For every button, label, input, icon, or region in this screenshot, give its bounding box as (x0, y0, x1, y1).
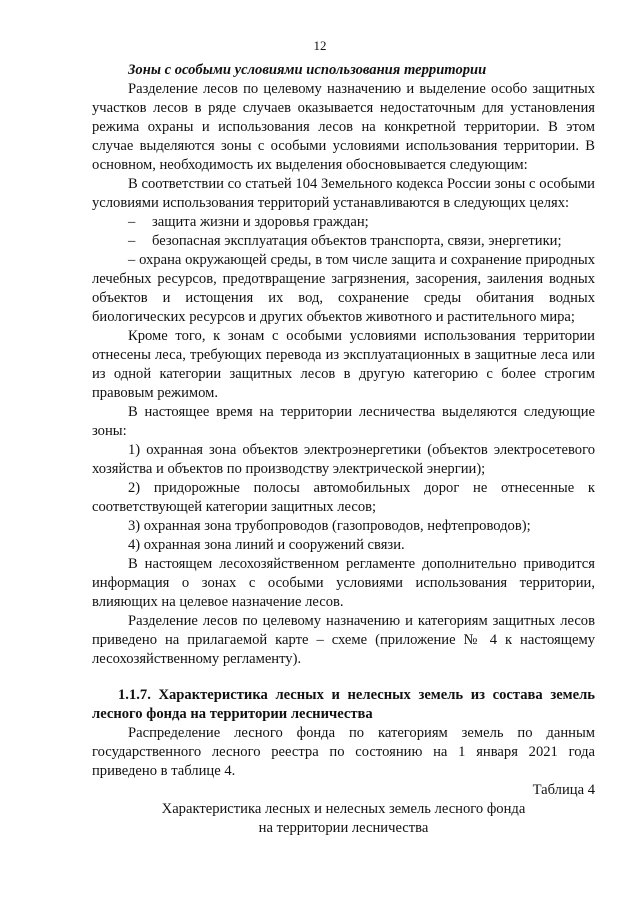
zone-item-3: 3) охранная зона трубопроводов (газопроводов, нефтепроводов); (128, 518, 531, 534)
dash-marker: – (128, 233, 136, 249)
paragraph-7: Распределение лесного фонда по категориям земель по данным государственного лесного реестра по состоянию на 1 января 2021 года приведено в таблице 4. (92, 725, 595, 779)
list-item-text: безопасная эксплуатация объектов транспорта, связи, энергетики; (152, 233, 562, 249)
zone-item-2: 2) придорожные полосы автомобильных дорог не отнесенные к соответствующей категории защитных лесов; (92, 480, 595, 515)
table-label: Таблица 4 (532, 782, 595, 798)
paragraph-5: В настоящем лесохозяйственном регламенте дополнительно приводится информация о зонах с особыми условиями использования территории, влияющих на целевое назначение лесов. (92, 556, 595, 610)
paragraph-4: В настоящее время на территории лесничества выделяются следующие зоны: (92, 404, 595, 439)
list-item-long: – охрана окружающей среды, в том числе защита и сохранение природных лечебных ресурсов, предотвращение загрязнения, засорения, заиления водных объектов и истощения их вод, сохранение среды обитания водных биологических ресурсов и других объектов животного и растительного мира; (92, 252, 595, 325)
table-caption-line-1: Характеристика лесных и нелесных земель лесного фонда (161, 801, 526, 817)
dash-marker: – (128, 214, 136, 230)
paragraph-3: Кроме того, к зонам с особыми условиями использования территории отнесены леса, требующих перевода из эксплуатационных в защитные леса или из одной категории защитных лесов в другую категорию с более строгим правовым режимом. (92, 328, 595, 401)
paragraph-1: Разделение лесов по целевому назначению и выделение особо защитных участков лесов в ряде случаев оказывается недостаточным для установления режима охраны и использования лесов на конкретной территории. В этом случае выделяются зоны с особыми условиями использования территории. В основном, необходимость их выделения обосновывается следующим: (92, 81, 595, 173)
paragraph-6: Разделение лесов по целевому назначению и категориям защитных лесов приведено на прилагаемой карте – схеме (приложение № 4 к настоящему лесохозяйственному регламенту). (92, 613, 595, 667)
zone-item-1: 1) охранная зона объектов электроэнергетики (объектов электросетевого хозяйства и объектов по производству электрической энергии); (92, 442, 595, 477)
list-item-text: защита жизни и здоровья граждан; (152, 214, 369, 230)
list-item (92, 232, 595, 251)
zone-item-4: 4) охранная зона линий и сооружений связи. (128, 537, 405, 553)
section-title: 1.1.7. Характеристика лесных и нелесных земель из состава земель лесного фонда на территории лесничества (92, 687, 595, 722)
list-item (92, 213, 595, 232)
page-number: 12 (313, 38, 327, 53)
paragraph-2: В соответствии со статьей 104 Земельного кодекса России зоны с особыми условиями использования территорий устанавливаются в следующих целях: (92, 176, 595, 211)
text-column (92, 61, 595, 838)
table-caption-line-2: на территории лесничества (258, 820, 429, 836)
zones-heading: Зоны с особыми условиями использования территории (128, 62, 487, 78)
